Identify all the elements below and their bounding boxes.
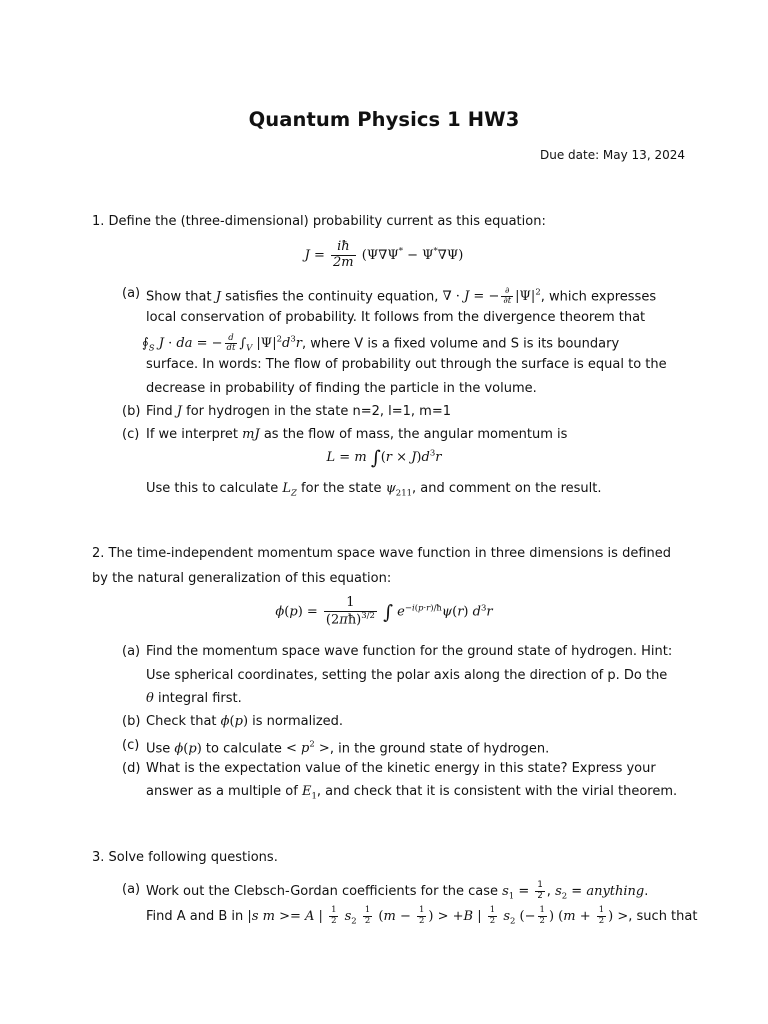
q2d-label: (d) <box>122 761 141 776</box>
q2d-line1: What is the expectation value of the kinetic energy in this state? Express your <box>146 761 656 776</box>
q1a-label: (a) <box>122 286 141 301</box>
q1b-label: (b) <box>122 404 141 419</box>
q3a-label: (a) <box>122 882 141 897</box>
q3-intro: 3. Solve following questions. <box>92 850 278 865</box>
q2a-line1: Find the momentum space wave function for the ground state of hydrogen. Hint: <box>146 644 673 659</box>
q1c-angular-momentum-equation: L = m $\int(r \times J)d^3r$ <box>326 447 442 469</box>
q1b-text: Find J for hydrogen in the state n=2, l=1, m=1 <box>146 404 452 419</box>
q2-intro-line2: by the natural generalization of this equation: <box>92 571 392 586</box>
q2-momentum-wavefunction-equation: ϕ(p) = $\frac{1}{(2\pi ħ)^{3/2}}$ ∫ $e^{-i(p\cdot r)/ħ}\psi(r)$ $d^3r$ <box>275 595 493 628</box>
q1a-line3: $∮_S$ J · da = − $\frac{d}{dt}$ $\int_V$ $|\Psi|^2d^3r$, where V is a fixed volume and S is its boundary <box>142 332 620 354</box>
q2b-text: Check that ϕ(p) is normalized. <box>146 714 344 729</box>
q1a-line2: local conservation of probability. It follows from the divergence theorem that <box>146 310 646 325</box>
q2c-label: (c) <box>122 738 140 753</box>
q3a-line2: Find A and B in |s m >= A | $\frac{1}{2}$ $s_2$ $\frac{1}{2}$ (m − $\frac{1}{2}$ ) > +B | $\frac{1}{2}$ $s_2$ (− $\frac{1}{2}$ ) (m + $\frac{1}{2}$ ) >, such that <box>146 905 698 927</box>
q2c-text: Use ϕ(p) to calculate < $p^2$ >, in the ground state of hydrogen. <box>146 740 550 757</box>
q1-current-equation: J = $\frac{iħ}{2m}$ (Ψ∇Ψ* − Ψ*∇Ψ) <box>304 239 464 270</box>
q2b-label: (b) <box>122 714 141 729</box>
q2d-line2: answer as a multiple of $E_1$, and check that it is consistent with the virial theorem. <box>146 784 678 802</box>
q1c-line2: Use this to calculate $L_Z$ for the state $\psi_{211}$, and comment on the result. <box>146 481 602 499</box>
q2a-line3: θ integral first. <box>146 691 242 706</box>
q1a-line1: Show that J satisfies the continuity equation, ∇ · J = − $\frac{\partial}{\partial t}$ $|\Psi|^2$, which expresses <box>146 285 657 307</box>
q2a-label: (a) <box>122 644 141 659</box>
q2a-line2: Use spherical coordinates, setting the polar axis along the direction of p. Do the <box>146 668 668 683</box>
q1a-line4: surface. In words: The flow of probability out through the surface is equal to the <box>146 357 667 372</box>
q1c-line1: If we interpret mJ as the flow of mass, the angular momentum is <box>146 427 568 442</box>
q1a-line5: decrease in probability of finding the particle in the volume. <box>146 381 537 396</box>
q1c-label: (c) <box>122 427 140 442</box>
due-date: Due date: May 13, 2024 <box>539 148 685 162</box>
q3a-line1: Work out the Clebsch-Gordan coefficients for the case $s_1$ = $\frac{1}{2}$ , $s_2$ = anything. <box>146 880 649 902</box>
q1-intro: 1. Define the (three-dimensional) probability current as this equation: <box>92 214 546 229</box>
q2-intro-line1: 2. The time-independent momentum space wave function in three dimensions is defined <box>92 546 671 561</box>
page-title: Quantum Physics 1 HW3 <box>248 108 520 131</box>
